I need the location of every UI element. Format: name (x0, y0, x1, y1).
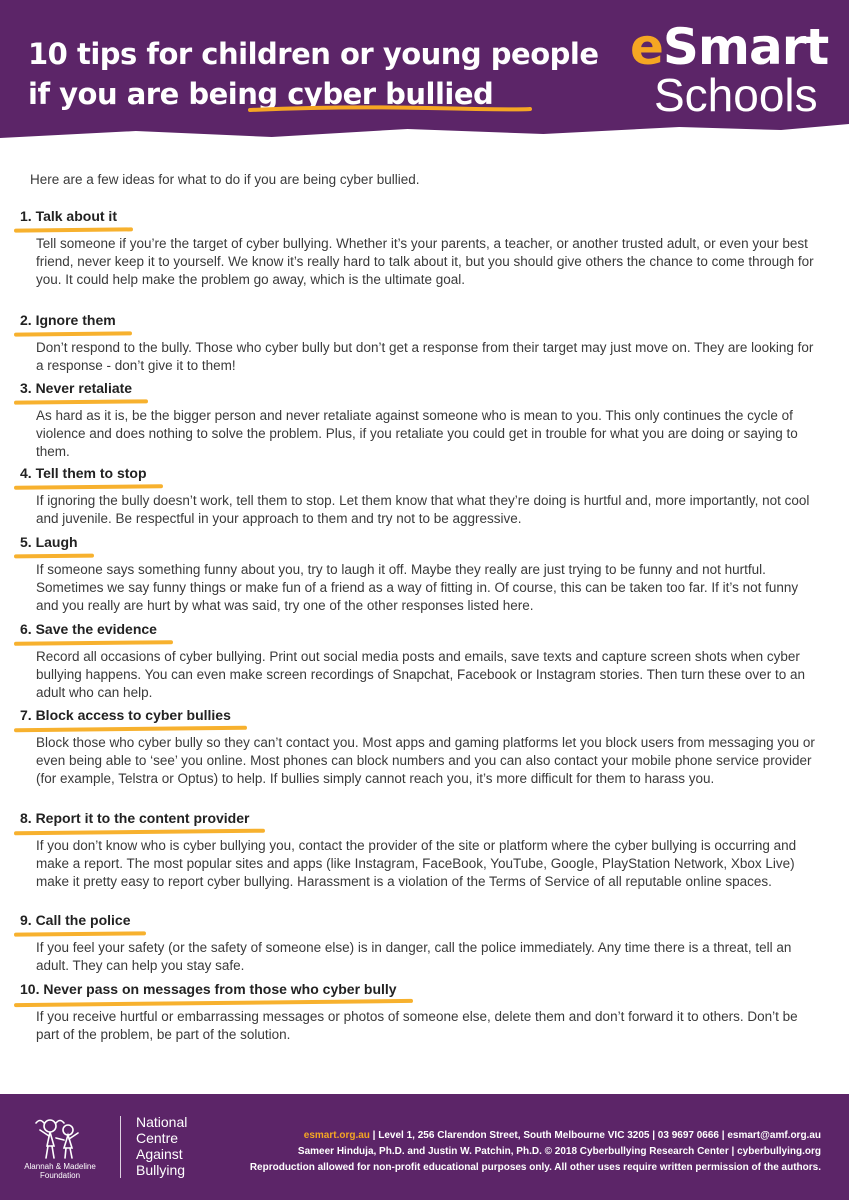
page-title-line-1: 10 tips for children or young people (28, 37, 599, 71)
footer (0, 1094, 849, 1200)
logo-schools-wordmark: Schools (654, 69, 818, 121)
heading-underline (14, 227, 133, 232)
tip-heading: 6. Save the evidence (20, 620, 161, 638)
tip-item (20, 311, 830, 375)
ncab-line: National (136, 1114, 188, 1130)
heading-underline (14, 931, 147, 936)
tip-body: As hard as it is, be the bigger person and never retaliate against someone who is mean to you. This only continues the cycle of violence and does nothing to solve the problem. Plus, if you retaliate you could get in trouble for what you are doing or saying to them. (36, 408, 798, 459)
footer-address: | Level 1, 256 Clarendon Street, South Melbourne VIC 3205 | 03 9697 0666 | esmart@amf.org.au (369, 1130, 821, 1141)
tip-item (20, 207, 830, 289)
tip-body: Record all occasions of cyber bullying. Print out social media posts and emails, save texts and capture screen shots when cyber bullying happens. You can even make screen recordings of Snapchat, Facebook or Instagram stories. Then turn these over to an adult who can help. (36, 649, 805, 700)
tip-body: If you feel your safety (or the safety of someone else) is in danger, call the police immediately. Any time there is a threat, tell an adult. They can help you stay safe. (36, 940, 792, 973)
tip-body: If you don’t know who is cyber bullying you, contact the provider of the site or platform where the cyber bullying is occurring and make a report. The most popular sites and apps (like Instagram, FaceBook, YouTube, Google, PlayStation Network, Xbox Live) make it pretty easy to report cyber bullying. Harassment is a violation of the Terms of Service of all reputable online spaces. (36, 838, 797, 889)
tip-item (20, 706, 830, 788)
heading-underline (14, 331, 132, 336)
title-underline-stroke (248, 104, 532, 114)
tip-heading: 2. Ignore them (20, 311, 120, 329)
tip-item (20, 620, 830, 702)
amf-logo (20, 1116, 100, 1186)
footer-address-row (201, 1128, 821, 1144)
tip-body: Block those who cyber bully so they can’t contact you. Most apps and gaming platforms let you block users from messaging you or even being able to ‘see’ you online. Most phones can block numbers and you can also contact your mobile phone service provider (for example, Telstra or Optus) to help. If bullies simply cannot reach you, it’s more difficult for them to harass you. (36, 735, 815, 786)
amf-children-icon (20, 1116, 100, 1162)
page-title-line-2: if you are being cyber bullied (28, 77, 494, 111)
tip-item (20, 464, 830, 528)
tip-heading: 8. Report it to the content provider (20, 809, 253, 827)
tip-item (20, 980, 830, 1044)
tip-heading: 5. Laugh (20, 533, 82, 551)
esmart-schools-logo (626, 20, 836, 126)
tip-item (20, 379, 830, 461)
footer-contact-info (201, 1128, 821, 1176)
amf-name (20, 1162, 100, 1180)
tip-heading: 1. Talk about it (20, 207, 121, 225)
tip-heading: 9. Call the police (20, 911, 134, 929)
tip-item (20, 533, 830, 615)
tip-item (20, 911, 830, 975)
tip-heading: 10. Never pass on messages from those who cyber bully (20, 980, 401, 998)
tip-body: Don’t respond to the bully. Those who cyber bully but don’t get a response from their target may just move on. They are looking for a response - don’t give it to them! (36, 340, 814, 373)
heading-underline (14, 484, 163, 490)
amf-name-line-1: Alannah & Madeline (24, 1162, 96, 1171)
footer-reproduction-notice: Reproduction allowed for non-profit educational purposes only. All other uses require written permission of the authors. (249, 1162, 821, 1173)
logo-e: e (630, 18, 663, 76)
tip-body: If ignoring the bully doesn’t work, tell them to stop. Let them know that what they’re doing is hurtful and, more importantly, not cool and juvenile. Be respectful in your approach to them and try not to be aggressive. (36, 493, 810, 526)
heading-underline (14, 640, 173, 646)
ncab-line: Bullying (136, 1162, 186, 1178)
tip-heading: 3. Never retaliate (20, 379, 136, 397)
heading-underline (14, 829, 265, 836)
ncab-logo-text (136, 1114, 187, 1178)
tip-body: If you receive hurtful or embarrassing messages or photos of someone else, delete them and don’t forward it to others. Don’t be part of the problem, be part of the solution. (36, 1009, 798, 1042)
heading-underline (14, 999, 413, 1007)
footer-divider (120, 1116, 121, 1178)
ncab-line: Centre (136, 1130, 179, 1146)
tip-body: If someone says something funny about you, try to laugh it off. Maybe they really are just trying to be funny and not hurtful. Sometimes we say funny things or make fun of a friend as a way of fitting in. Of course, this can be taken too far. If it’s not funny and you really are hurt by what was said, try one of the other responses listed here. (36, 562, 799, 613)
tip-item (20, 809, 830, 891)
tip-heading: 4. Tell them to stop (20, 464, 151, 482)
heading-underline (14, 726, 247, 732)
logo-esmart-wordmark (630, 20, 828, 74)
footer-credits: Sameer Hinduja, Ph.D. and Justin W. Patchin, Ph.D. © 2018 Cyberbullying Research Center | cyberbullying.org (297, 1146, 821, 1157)
heading-underline (14, 399, 148, 404)
heading-underline (14, 554, 94, 559)
ncab-line: Against (136, 1146, 183, 1162)
intro-text: Here are a few ideas for what to do if you are being cyber bullied. (30, 172, 420, 187)
logo-smart: Smart (662, 18, 829, 76)
amf-name-line-2: Foundation (39, 1171, 81, 1180)
website-link[interactable]: esmart.org.au (303, 1130, 370, 1141)
tip-body: Tell someone if you’re the target of cyber bullying. Whether it’s your parents, a teacher, or another trusted adult, or even your best friend, never keep it to yourself. We know it’s really hard to talk about it, but you should give others the chance to come through for you. It could help make the problem go away, which is the ultimate goal. (36, 236, 814, 287)
page-title (28, 34, 628, 114)
tip-heading: 7. Block access to cyber bullies (20, 706, 235, 724)
